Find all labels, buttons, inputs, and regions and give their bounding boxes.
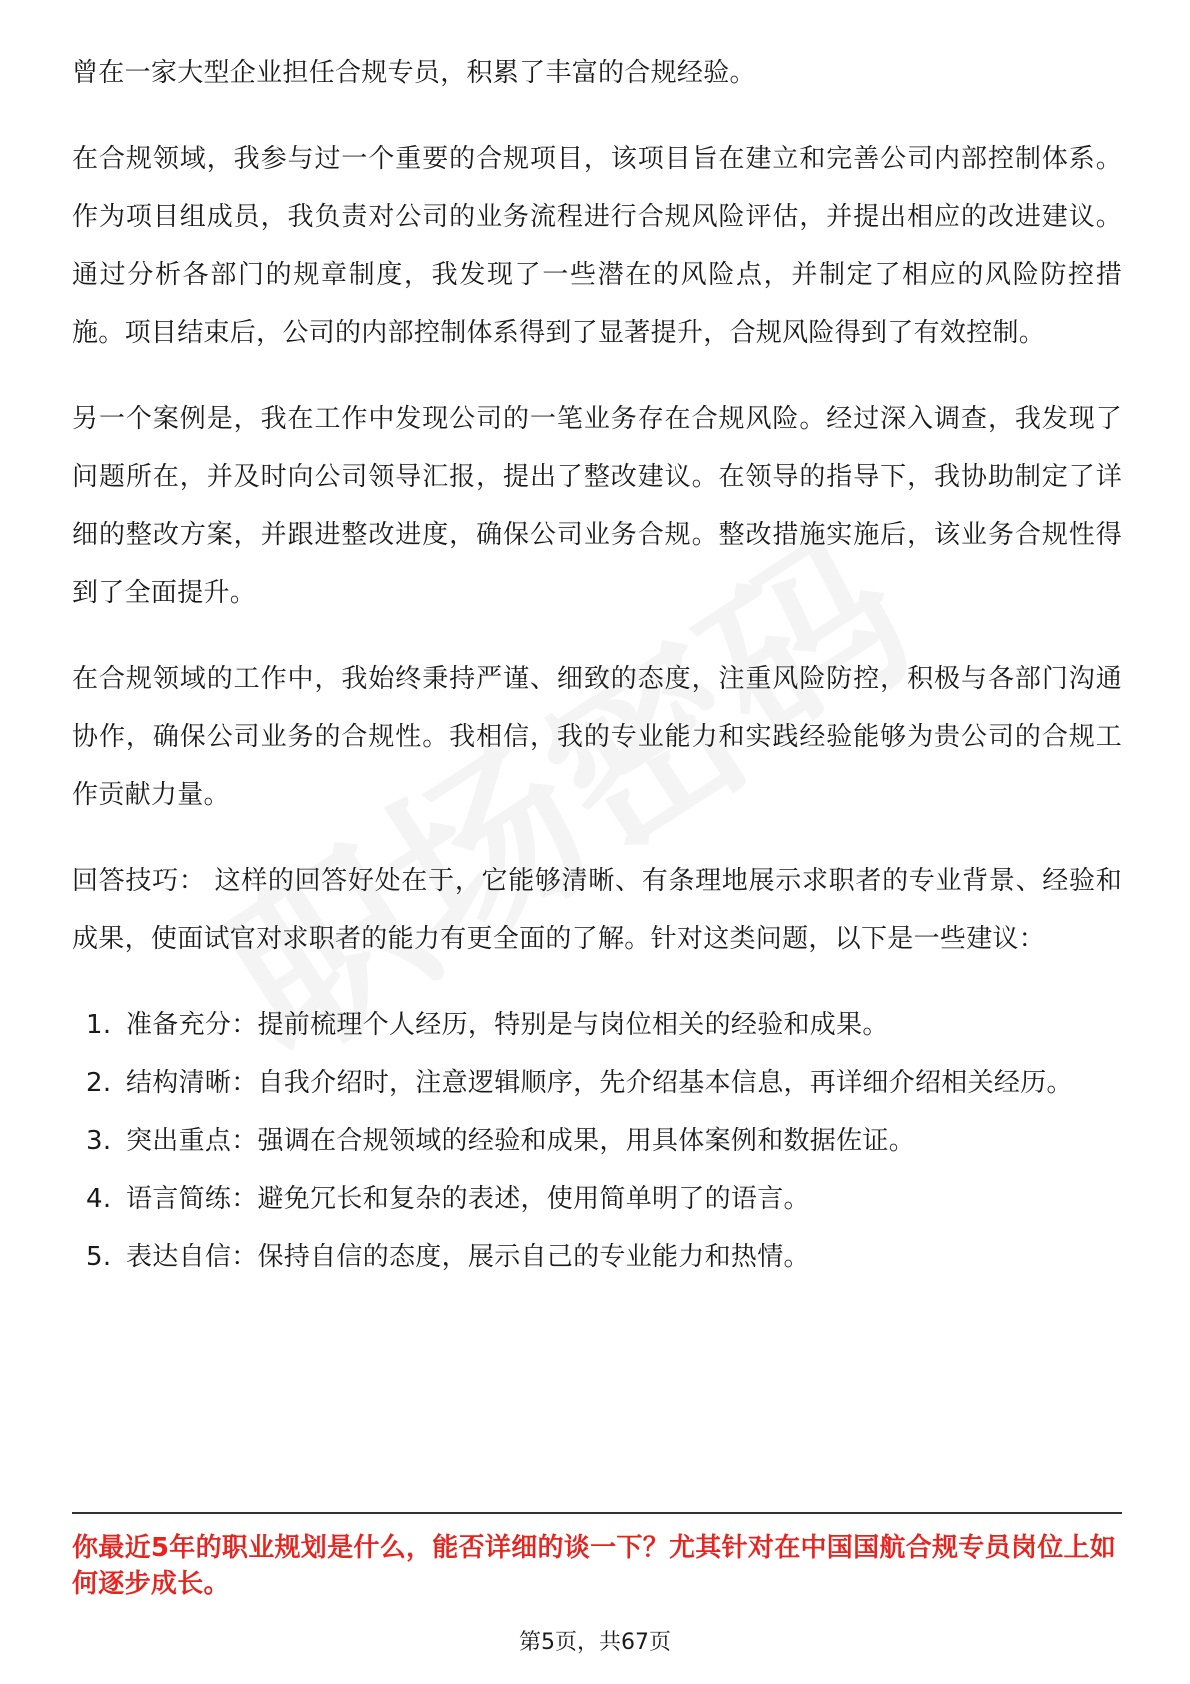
list-number: 4.: [86, 1184, 112, 1214]
paragraph: 曾在一家大型企业担任合规专员，积累了丰富的合规经验。: [72, 58, 756, 88]
list-item: [72, 1054, 1122, 1112]
tips-list: [72, 996, 1122, 1286]
section-divider: [72, 1512, 1122, 1514]
list-number: 3.: [86, 1126, 112, 1156]
answer-tips-paragraph: 回答技巧： 这样的回答好处在于，它能够清晰、有条理地展示求职者的专业背景、经验和成果，使面试官对求职者的能力有更全面的了解。针对这类问题，以下是一些建议：: [72, 866, 1122, 954]
paragraph: 在合规领域的工作中，我始终秉持严谨、细致的态度，注重风险防控，积极与各部门沟通协作，确保公司业务的合规性。我相信，我的专业能力和实践经验能够为贵公司的合规工作贡献力量。: [72, 664, 1122, 810]
list-item-text: 结构清晰：自我介绍时，注意逻辑顺序，先介绍基本信息，再详细介绍相关经历。: [126, 1068, 1073, 1098]
list-number: 2.: [86, 1068, 112, 1098]
document-body: [72, 44, 1122, 1286]
list-item: [72, 996, 1122, 1054]
paragraph: 在合规领域，我参与过一个重要的合规项目，该项目旨在建立和完善公司内部控制体系。作为项目组成员，我负责对公司的业务流程进行合规风险评估，并提出相应的改进建议。通过分析各部门的规章制度，我发现了一些潜在的风险点，并制定了相应的风险防控措施。项目结束后，公司的内部控制体系得到了显著提升，合规风险得到了有效控制。: [72, 144, 1122, 348]
list-item-text: 语言简练：避免冗长和复杂的表述，使用简单明了的语言。: [126, 1184, 810, 1214]
list-item: [72, 1112, 1122, 1170]
list-item-text: 突出重点：强调在合规领域的经验和成果，用具体案例和数据佐证。: [126, 1126, 916, 1156]
list-number: 5.: [86, 1242, 112, 1272]
list-item-text: 表达自信：保持自信的态度，展示自己的专业能力和热情。: [126, 1242, 810, 1272]
page-number: 第5页，共67页: [519, 1630, 671, 1655]
list-item: [72, 1170, 1122, 1228]
list-number: 1.: [86, 1010, 112, 1040]
list-item-text: 准备充分：提前梳理个人经历，特别是与岗位相关的经验和成果。: [126, 1010, 889, 1040]
list-item: [72, 1228, 1122, 1286]
paragraph: 另一个案例是，我在工作中发现公司的一笔业务存在合规风险。经过深入调查，我发现了问题所在，并及时向公司领导汇报，提出了整改建议。在领导的指导下，我协助制定了详细的整改方案，并跟进整改进度，确保公司业务合规。整改措施实施后，该业务合规性得到了全面提升。: [72, 404, 1122, 608]
next-question-heading: 你最近5年的职业规划是什么，能否详细的谈一下？尤其针对在中国国航合规专员岗位上如何逐步成长。: [72, 1533, 1117, 1599]
